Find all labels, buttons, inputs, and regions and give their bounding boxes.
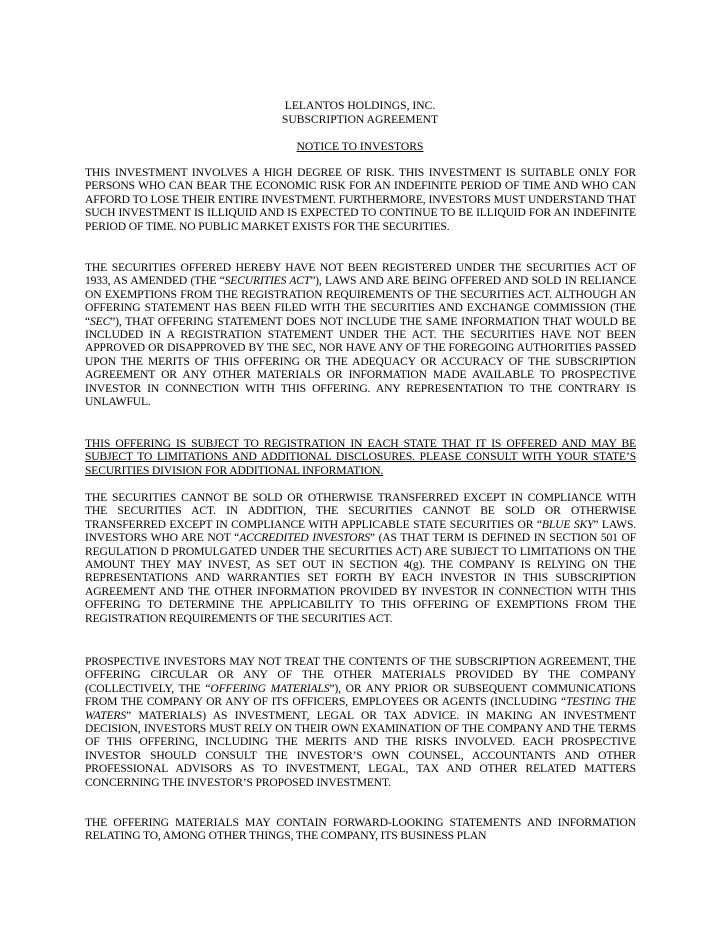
paragraph-text: ”), OR ANY PRIOR OR SUBSEQUENT COMMUNICATIONS FROM THE COMPANY OR ANY OF ITS OFFICERS, EMPLOYEES OR AGENTS (INCLUDING “: [85, 681, 636, 709]
notice-heading: NOTICE TO INVESTORS: [296, 140, 424, 153]
company-name: LELANTOS HOLDINGS, INC.: [284, 99, 436, 112]
risk-paragraph: [85, 166, 636, 233]
defined-term: TESTING THE WATERS: [85, 695, 636, 722]
defined-term: BLUE SKY: [541, 517, 594, 531]
registration-paragraph: [85, 261, 636, 408]
paragraph-text: THIS INVESTMENT INVOLVES A HIGH DEGREE OF RISK. THIS INVESTMENT IS SUITABLE ONLY FOR PERSONS WHO CAN BEAR THE ECONOMIC RISK FOR AN INDEFINITE PERIOD OF TIME AND WHO CAN AFFORD TO LOSE THEIR ENTIRE INVESTMENT. FURTHERMORE, INVESTORS MUST UNDERSTAND THAT SUCH INVESTMENT IS ILLIQUID AND IS EXPECTED TO CONTINUE TO BE ILLIQUID FOR AN INDEFINITE PERIOD OF TIME. NO PUBLIC MARKET EXISTS FOR THE SECURITIES.: [85, 166, 636, 233]
paragraph-text: ”), THAT OFFERING STATEMENT DOES NOT INCLUDE THE SAME INFORMATION THAT WOULD BE INCLUDED IN A REGISTRATION STATEMENT UNDER THE ACT. THE SECURITIES HAVE NOT BEEN APPROVED OR DISAPPROVED BY THE SEC, NOR HAVE ANY OF THE FOREGOING AUTHORITIES PASSED UPON THE MERITS OF THIS OFFERING OR THE ADEQUACY OR ACCURACY OF THE SUBSCRIPTION AGREEMENT OR ANY OTHER MATERIALS OR INFORMATION MADE AVAILABLE TO PROSPECTIVE INVESTOR IN CONNECTION WITH THIS OFFERING. ANY REPRESENTATION TO THE CONTRARY IS UNLAWFUL.: [85, 314, 636, 409]
paragraph-text: ”), LAWS AND ARE BEING OFFERED AND SOLD IN RELIANCE ON EXEMPTIONS FROM THE REGISTRATION REQUIREMENTS OF THE SECURITIES ACT. ALTHOUGH AN OFFERING STATEMENT HAS BEEN FILED WITH THE SECURITIES AND EXCHANGE COMMISSION (THE “: [85, 274, 637, 328]
paragraph-text: PROSPECTIVE INVESTORS MAY NOT TREAT THE CONTENTS OF THE SUBSCRIPTION AGREEMENT, THE OFFERING CIRCULAR OR ANY OF THE OTHER MATERIALS PROVIDED BY THE COMPANY (COLLECTIVELY, THE “: [85, 655, 636, 695]
state-registration-paragraph: [85, 437, 636, 477]
forward-looking-paragraph: [85, 816, 636, 843]
paragraph-text: ” MATERIALS) AS INVESTMENT, LEGAL OR TAX ADVICE. IN MAKING AN INVESTMENT DECISION, INVESTORS MUST RELY ON THEIR OWN EXAMINATION OF THE COMPANY AND THE TERMS OF THIS OFFERING, INCLUDING THE MERITS AND THE RISKS INVOLVED. EACH PROSPECTIVE INVESTOR SHOULD CONSULT THE INVESTOR’S OWN COUNSEL, ACCOUNTANTS AND OTHER PROFESSIONAL ADVISORS AS TO INVESTMENT, LEGAL, TAX AND OTHER RELATED MATTERS CONCERNING THE INVESTOR’S PROPOSED INVESTMENT.: [85, 708, 636, 789]
defined-term: SEC: [90, 314, 111, 328]
paragraph-text: THE OFFERING MATERIALS MAY CONTAIN FORWARD-LOOKING STATEMENTS AND INFORMATION RELATING TO, AMONG OTHER THINGS, THE COMPANY, ITS BUSINESS PLAN: [85, 816, 636, 843]
defined-term: ACCREDITED INVESTORS: [239, 531, 370, 545]
defined-term: SECURITIES ACT: [224, 274, 311, 288]
defined-term: OFFERING MATERIALS: [210, 681, 330, 695]
paragraph-text: ” LAWS. INVESTORS WHO ARE NOT “: [85, 517, 636, 545]
paragraph-text: THE SECURITIES OFFERED HEREBY HAVE NOT BEEN REGISTERED UNDER THE SECURITIES ACT OF 1933, AS AMENDED (THE “: [85, 261, 636, 288]
paragraph-text: ” (AS THAT TERM IS DEFINED IN SECTION 501 OF REGULATION D PROMULGATED UNDER THE SECURITIES ACT) ARE SUBJECT TO LIMITATIONS ON THE AMOUNT THEY MAY INVEST, AS SET OUT IN SECTION 4(g). THE COMPANY IS RELYING ON THE REPRESENTATIONS AND WARRANTIES SET FORTH BY EACH INVESTOR IN THIS SUBSCRIPTION AGREEMENT AND THE OTHER INFORMATION PROVIDED BY INVESTOR IN CONNECTION WITH THIS OFFERING TO DETERMINE THE APPLICABILITY TO THIS OFFERING OF EXEMPTIONS FROM THE REGISTRATION REQUIREMENTS OF THE SECURITIES ACT.: [85, 531, 637, 625]
document-title: SUBSCRIPTION AGREEMENT: [281, 113, 439, 126]
paragraph-text: THIS OFFERING IS SUBJECT TO REGISTRATION IN EACH STATE THAT IT IS OFFERED AND MAY BE SUBJECT TO LIMITATIONS AND ADDITIONAL DISCLOSURES. PLEASE CONSULT WITH YOUR STATE’S SECURITIES DIVISION FOR ADDITIONAL INFORMATION.: [85, 437, 636, 477]
investment-advice-paragraph: [85, 655, 636, 789]
transfer-restrictions-paragraph: [85, 491, 636, 625]
paragraph-text: THE SECURITIES CANNOT BE SOLD OR OTHERWISE TRANSFERRED EXCEPT IN COMPLIANCE WITH THE SECURITIES ACT. IN ADDITION, THE SECURITIES CANNOT BE SOLD OR OTHERWISE TRANSFERRED EXCEPT IN COMPLIANCE WITH APPLICABLE STATE SECURITIES OR “: [85, 491, 636, 531]
